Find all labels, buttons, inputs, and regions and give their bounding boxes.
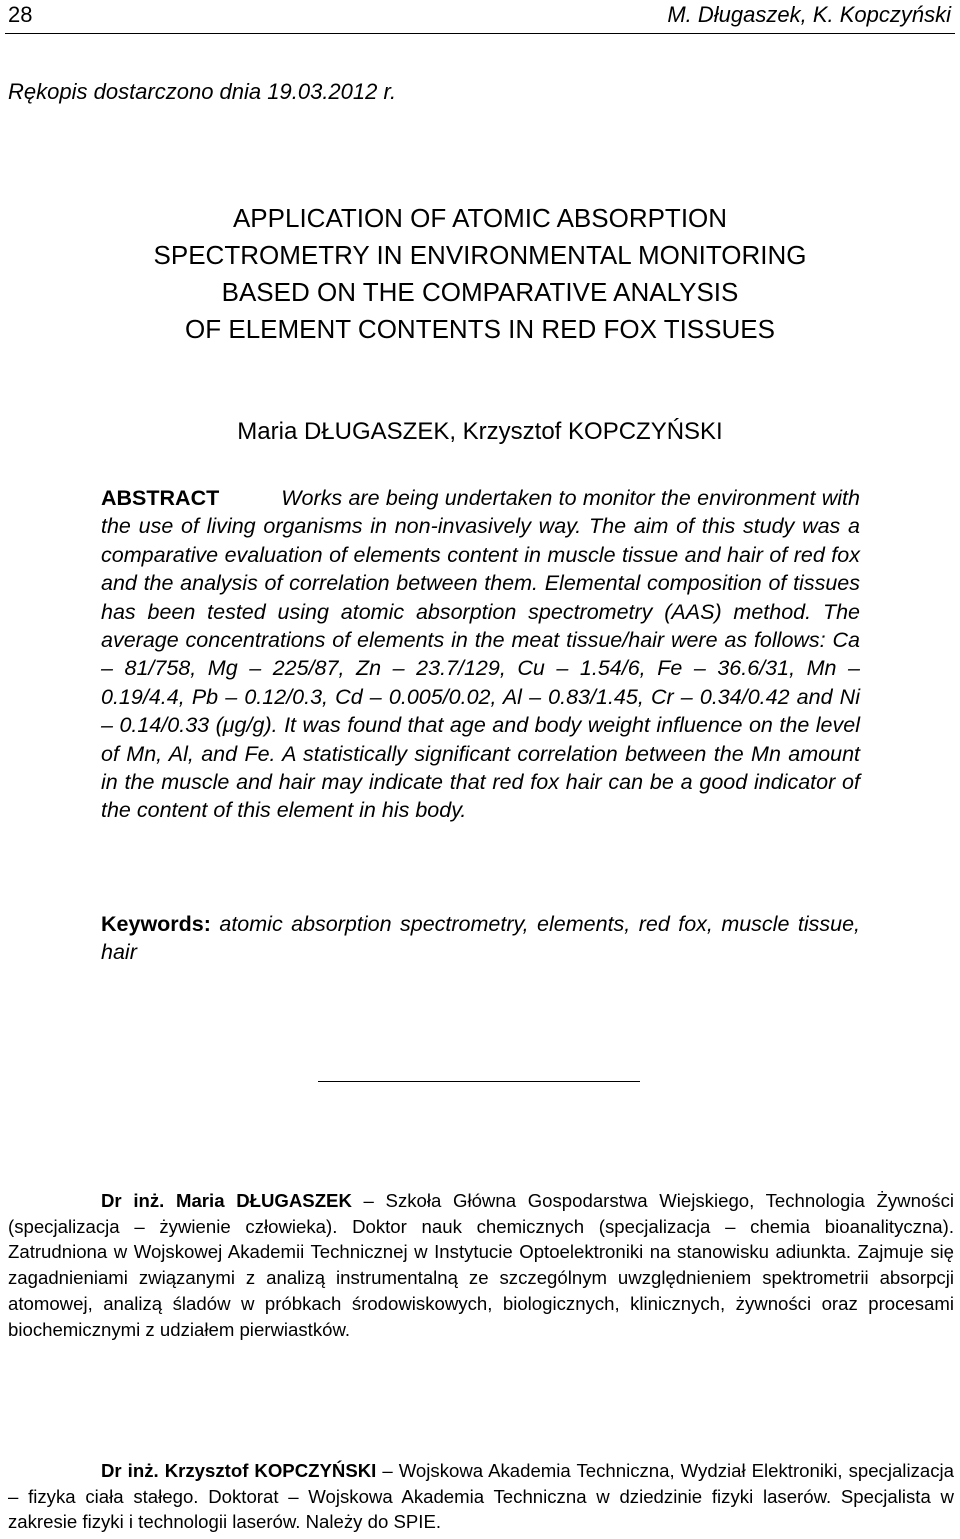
bio-text: – Szkoła Główna Gospodarstwa Wiejskiego, Technologia Żywności (specjalizacja – żywienie człowieka). Doktor nauk chemicznych (specjalizacja – chemia bioanalityczna). Zatrudniona w Wojskowej Akademii Technicznej w Instytucie Optoelektroniki na stanowisku adiunkta. Zajmuje się zagadnieniami związanymi z analizą instrumentalną ze szczególnym uwzględnieniem spektrometrii absorpcji atomowej, analizą śladów w próbkach środowiskowych, biologicznych, klinicznych, żywności oraz procesami biochemicznymi z udziałem pierwiastków. (8, 1190, 954, 1340)
running-header (5, 0, 955, 34)
author-byline: Maria DŁUGASZEK, Krzysztof KOPCZYŃSKI (237, 418, 723, 445)
paper-title (0, 200, 960, 348)
abstract-text: Works are being undertaken to monitor the environment with the use of living organisms in non-invasively way. The aim of this study was a comparative evaluation of elements content in muscle tissue and hair of red fox and the analysis of correlation between them. Elemental composition of tissues has been tested using atomic absorption spectrometry (AAS) method. The average concentrations of elements in the meat tissue/hair were as follows: Ca – 81/758, Mg – 225/87, Zn – 23.7/129, Cu – 1.54/6, Fe – 36.6/31, Mn – 0.19/4.4, Pb – 0.12/0.3, Cd – 0.005/0.02, Al – 0.83/1.45, Cr – 0.34/0.42 and Ni – 0.14/0.33 (μg/g). It was found that age and body weight influence on the level of Mn, Al, and Fe. A statistically significant correlation between the Mn amount in the muscle and hair may indicate that red fox hair can be a good indicator of the content of this element in his body. (101, 486, 860, 823)
title-line: SPECTROMETRY IN ENVIRONMENTAL MONITORING (153, 240, 807, 270)
received-note: Rękopis dostarczono dnia 19.03.2012 r. (8, 79, 397, 104)
abstract-label: ABSTRACT (101, 486, 220, 510)
footnote-separator (318, 1081, 640, 1082)
keywords-label: Keywords: (101, 912, 211, 936)
bio-degree: Dr inż. (101, 1460, 159, 1481)
abstract (101, 484, 860, 825)
bio-name: Maria DŁUGASZEK (175, 1190, 352, 1211)
keywords (101, 910, 860, 967)
keywords-text: atomic absorption spectrometry, elements, red fox, muscle tissue, hair (101, 912, 860, 965)
bio-name: Krzysztof KOPCZYŃSKI (164, 1460, 377, 1481)
running-authors: M. Długaszek, K. Kopczyński (667, 2, 951, 27)
title-line: BASED ON THE COMPARATIVE ANALYSIS (221, 277, 739, 307)
title-line: APPLICATION OF ATOMIC ABSORPTION (232, 203, 728, 233)
author-bio-kopczynski (8, 1458, 954, 1535)
page-number: 28 (8, 2, 33, 27)
bio-degree: Dr inż. (101, 1190, 165, 1211)
bio-text: – Wojskowa Akademia Techniczna, Wydział Elektroniki, specjalizacja – fizyka ciała stałego. Doktorat – Wojskowa Akademia Techniczna w dziedzinie fizyki laserów. Specjalista w zakresie fizyki i technologii laserów. Należy do SPIE. (8, 1460, 954, 1533)
title-line: OF ELEMENT CONTENTS IN RED FOX TISSUES (185, 314, 775, 344)
author-bio-dlugaszek (8, 1188, 954, 1342)
